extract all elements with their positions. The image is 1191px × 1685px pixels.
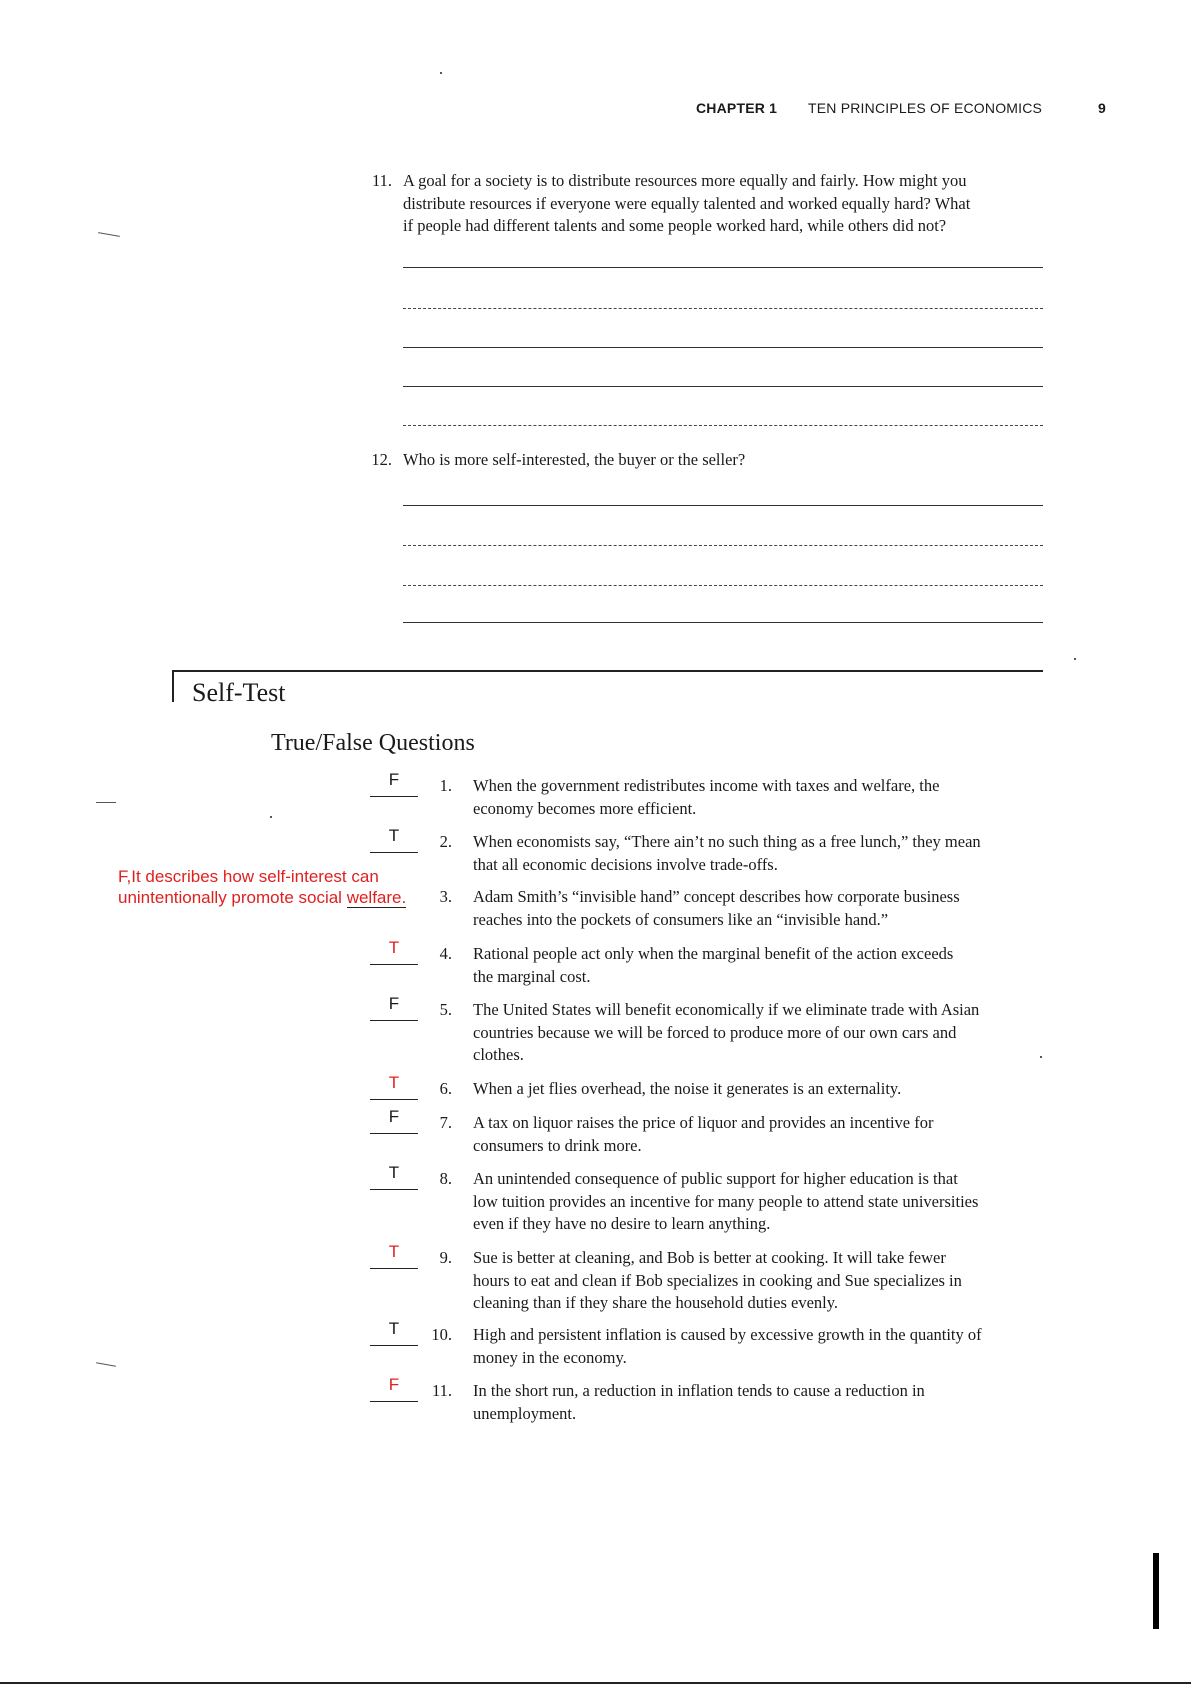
question-line: unemployment. bbox=[473, 1403, 577, 1423]
question-number: 1. bbox=[439, 776, 452, 795]
answer-line[interactable] bbox=[403, 308, 1043, 309]
answer-blank[interactable] bbox=[370, 1345, 418, 1346]
question-line: Sue is better at cleaning, and Bob is better at cooking. It will take fewer bbox=[473, 1248, 946, 1267]
question-line: that all economic decisions involve trade-offs. bbox=[473, 854, 778, 874]
question-text bbox=[473, 886, 1053, 931]
scan-speck bbox=[96, 1362, 116, 1366]
question-text bbox=[473, 1078, 1053, 1101]
answer-blank[interactable] bbox=[370, 852, 418, 853]
page-number: 9 bbox=[1098, 100, 1106, 116]
answer-mark: T bbox=[388, 938, 400, 957]
scan-speck bbox=[270, 816, 272, 818]
section-bar bbox=[172, 670, 174, 702]
scan-speck bbox=[1040, 1056, 1042, 1058]
question-line: consumers to drink more. bbox=[473, 1135, 642, 1155]
answer-line[interactable] bbox=[403, 425, 1043, 426]
problem-text bbox=[403, 170, 1063, 238]
question-number: 9. bbox=[439, 1248, 452, 1267]
question-line: When a jet flies overhead, the noise it generates is an externality. bbox=[473, 1079, 902, 1098]
question-line: When the government redistributes income with taxes and welfare, the bbox=[473, 776, 940, 795]
scan-speck bbox=[1074, 658, 1076, 660]
question-line: economy becomes more efficient. bbox=[473, 798, 697, 818]
question-text bbox=[473, 1247, 1053, 1315]
scan-speck bbox=[96, 802, 116, 803]
question-number: 6. bbox=[439, 1079, 452, 1098]
answer-mark: F bbox=[388, 1107, 400, 1126]
answer-blank[interactable] bbox=[370, 796, 418, 797]
question-line: cleaning than if they share the household duties evenly. bbox=[473, 1293, 839, 1312]
answer-line[interactable] bbox=[403, 386, 1043, 387]
note-underlined-text: welfare. bbox=[346, 888, 407, 907]
question-line: hours to eat and clean if Bob specializes in cooking and Sue specializes in bbox=[473, 1270, 962, 1290]
question-text bbox=[473, 1324, 1053, 1369]
question-text bbox=[473, 775, 1053, 820]
problem-text bbox=[403, 449, 1063, 472]
page-bottom-edge bbox=[0, 1682, 1191, 1684]
note-line: F,It describes how self-interest can bbox=[118, 867, 379, 886]
question-line: When economists say, “There ain’t no such thing as a free lunch,” they mean bbox=[473, 832, 981, 851]
answer-line[interactable] bbox=[403, 545, 1043, 546]
margin-mark bbox=[1153, 1553, 1159, 1629]
question-line: High and persistent inflation is caused by excessive growth in the quantity of bbox=[473, 1325, 982, 1344]
answer-blank[interactable] bbox=[370, 1099, 418, 1100]
answer-mark: T bbox=[388, 826, 400, 845]
scan-speck bbox=[440, 72, 442, 74]
answer-line[interactable] bbox=[403, 347, 1043, 348]
question-line: reaches into the pockets of consumers like an “invisible hand.” bbox=[473, 909, 889, 929]
problem-text-line: if people had different talents and some people worked hard, while others did not? bbox=[403, 216, 947, 235]
question-text bbox=[473, 831, 1053, 876]
answer-mark: F bbox=[388, 994, 400, 1013]
question-line: A tax on liquor raises the price of liquor and provides an incentive for bbox=[473, 1113, 934, 1132]
question-line: An unintended consequence of public support for higher education is that bbox=[473, 1169, 958, 1188]
answer-line[interactable] bbox=[403, 505, 1043, 506]
question-number: 11. bbox=[431, 1381, 452, 1400]
answer-line[interactable] bbox=[403, 267, 1043, 268]
answer-mark: T bbox=[388, 1073, 400, 1092]
subsection-title: True/False Questions bbox=[271, 730, 475, 756]
question-number: 7. bbox=[439, 1113, 452, 1132]
question-text bbox=[473, 1380, 1053, 1425]
answer-blank[interactable] bbox=[370, 964, 418, 965]
question-line: low tuition provides an incentive for many people to attend state universities bbox=[473, 1191, 979, 1211]
problem-text-line: distribute resources if everyone were equally talented and worked equally hard? What bbox=[403, 193, 971, 213]
answer-line[interactable] bbox=[403, 622, 1043, 623]
answer-mark: T bbox=[388, 1163, 400, 1182]
problem-number: 11. bbox=[371, 171, 392, 190]
answer-mark: T bbox=[388, 1319, 400, 1338]
question-line: the marginal cost. bbox=[473, 966, 591, 986]
question-number: 10. bbox=[431, 1325, 452, 1344]
answer-blank[interactable] bbox=[370, 1401, 418, 1402]
note-line bbox=[118, 887, 438, 908]
question-line: Rational people act only when the marginal benefit of the action exceeds bbox=[473, 944, 954, 963]
section-rule bbox=[172, 670, 1043, 672]
question-number: 2. bbox=[439, 832, 452, 851]
question-line: In the short run, a reduction in inflation tends to cause a reduction in bbox=[473, 1381, 925, 1400]
question-text bbox=[473, 999, 1053, 1067]
answer-blank[interactable] bbox=[370, 1133, 418, 1134]
problem-text-line: A goal for a society is to distribute resources more equally and fairly. How might you bbox=[403, 171, 967, 190]
question-text bbox=[473, 1112, 1053, 1157]
question-number: 3. bbox=[439, 887, 452, 906]
question-line: countries because we will be forced to produce more of our own cars and bbox=[473, 1022, 957, 1042]
handwritten-note bbox=[118, 866, 438, 908]
question-line: clothes. bbox=[473, 1045, 524, 1064]
question-number: 8. bbox=[439, 1169, 452, 1188]
question-text bbox=[473, 943, 1053, 988]
answer-line[interactable] bbox=[403, 585, 1043, 586]
question-line: money in the economy. bbox=[473, 1347, 627, 1367]
answer-blank[interactable] bbox=[370, 1268, 418, 1269]
question-text bbox=[473, 1168, 1053, 1236]
chapter-title: TEN PRINCIPLES OF ECONOMICS bbox=[808, 100, 1043, 116]
question-line: The United States will benefit economically if we eliminate trade with Asian bbox=[473, 1000, 980, 1019]
question-line: Adam Smith’s “invisible hand” concept describes how corporate business bbox=[473, 887, 960, 906]
problem-text-line: Who is more self-interested, the buyer or the seller? bbox=[403, 450, 746, 469]
answer-blank[interactable] bbox=[370, 1020, 418, 1021]
note-text: unintentionally promote social bbox=[118, 888, 347, 907]
problem-number: 12. bbox=[371, 450, 392, 469]
question-number: 5. bbox=[439, 1000, 452, 1019]
answer-blank[interactable] bbox=[370, 1189, 418, 1190]
scan-speck bbox=[98, 232, 120, 237]
answer-mark: F bbox=[388, 1375, 400, 1394]
question-number: 4. bbox=[439, 944, 452, 963]
chapter-label: CHAPTER 1 bbox=[696, 100, 778, 116]
answer-mark: T bbox=[388, 1242, 400, 1261]
answer-mark: F bbox=[388, 770, 400, 789]
section-title: Self-Test bbox=[192, 678, 286, 707]
question-line: even if they have no desire to learn anything. bbox=[473, 1214, 771, 1233]
